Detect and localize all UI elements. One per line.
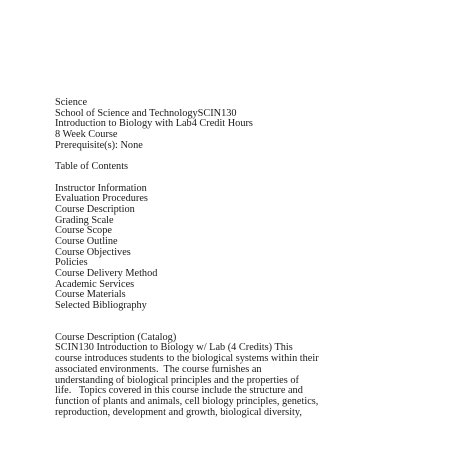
toc-item-grading-scale: Grading Scale [55,214,114,226]
description-line: associated environments. The course furnishes an [55,363,262,375]
spacer [55,312,445,333]
school-course-code: School of Science and TechnologySCIN130 [55,107,237,119]
toc-item-course-description: Course Description [55,203,135,215]
course-description-section [55,333,445,419]
toc-item-instructor-information: Instructor Information [55,182,147,194]
toc-item-course-scope: Course Scope [55,225,112,237]
toc-item-selected-bibliography: Selected Bibliography [55,300,147,312]
spacer [55,173,445,184]
course-header [55,98,445,151]
toc-item-course-materials: Course Materials [55,289,126,301]
table-of-contents [55,162,445,312]
toc-item-course-outline: Course Outline [55,235,118,247]
description-line: reproduction, development and growth, biological diversity, [55,406,302,418]
description-line: function of plants and animals, cell biology principles, genetics, [55,395,319,407]
toc-title: Table of Contents [55,161,129,173]
toc-item-policies: Policies [55,257,88,269]
description-line: SCIN130 Introduction to Biology w/ Lab (4 Credits) This [55,342,293,354]
course-title-credits: Introduction to Biology with Lab4 Credit Hours [55,118,253,130]
course-length: 8 Week Course [55,129,118,141]
document-page [55,98,445,418]
toc-item-course-delivery-method: Course Delivery Method [55,268,158,279]
description-line: course introduces students to the biological systems within their [55,353,319,365]
toc-item-academic-services: Academic Services [55,278,135,290]
school-name: Science [55,97,88,108]
toc-item-course-objectives: Course Objectives [55,246,131,258]
prerequisites: Prerequisite(s): None [55,139,143,151]
description-line: understanding of biological principles and the properties of [55,374,299,386]
section-heading: Course Description (Catalog) [55,331,177,343]
description-line: life. Topics covered in this course include the structure and [55,385,303,397]
toc-item-evaluation-procedures: Evaluation Procedures [55,193,148,205]
